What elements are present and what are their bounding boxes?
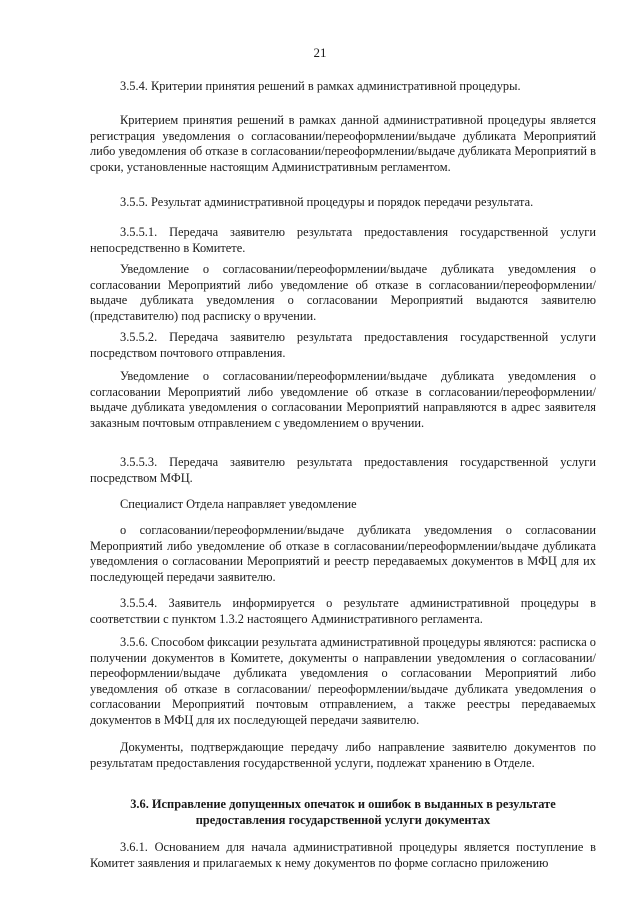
paragraph-3-5-4: 3.5.4. Критерии принятия решений в рамках административной процедуры. bbox=[120, 79, 521, 93]
paragraph-3-5-5-2: 3.5.5.2. Передача заявителю результата предоставления государственной услуги посредством почтового отправления. bbox=[90, 330, 596, 360]
paragraph-3-5-5-4: 3.5.5.4. Заявитель информируется о результате административной процедуры в соответствии с пунктом 1.3.2 настоящего Административного регламента. bbox=[90, 596, 596, 626]
paragraph-3-5-5-1: 3.5.5.1. Передача заявителю результата предоставления государственной услуги непосредственно в Комитете. bbox=[90, 225, 596, 255]
section-heading-3-6: 3.6. Исправление допущенных опечаток и ошибок в выданных в результате предоставления государственной услуги документах bbox=[130, 797, 556, 827]
paragraph-notification-mailed: Уведомление о согласовании/переоформлении/выдаче дубликата уведомления о согласовании Мероприятий либо уведомление об отказе в согласовании/переоформлении/выдаче дубликата уведомления о согласовании Мероприятий направляются в адрес заявителя заказным почтовым отправлением с уведомлением о вручении. bbox=[90, 369, 596, 430]
paragraph-specialist: Специалист Отдела направляет уведомление bbox=[120, 497, 357, 511]
paragraph-3-5-5: 3.5.5. Результат административной процедуры и порядок передачи результата. bbox=[120, 195, 534, 209]
paragraph-notification-issued: Уведомление о согласовании/переоформлении/выдаче дубликата уведомления о согласовании Мероприятий либо уведомление об отказе в согласовании/переоформлении/выдаче дубликата уведомления о согласовании Мероприятий выдаются заявителю (представителю) под расписку о вручении. bbox=[90, 262, 596, 323]
paragraph-documents-storage: Документы, подтверждающие передачу либо направление заявителю документов по результатам предоставления государственной услуги, подлежат хранению в Отделе. bbox=[90, 740, 596, 770]
paragraph-mfc-transfer: о согласовании/переоформлении/выдаче дубликата уведомления о согласовании Мероприятий либо уведомление об отказе в согласовании/переоформлении/выдаче дубликата уведомления о согласовании Мероприятий и реестр передаваемых документов в МФЦ для их последующей передачи заявителю. bbox=[90, 523, 596, 584]
paragraph-3-5-6: 3.5.6. Способом фиксации результата административной процедуры являются: расписка о получении документов в Комитете, документы о направлении уведомления о согласовании/переоформлении/выдаче дубликата уведомления о согласовании Мероприятий либо уведомления об отказе в согласовании/ переоформлении/выдаче дубликата уведомления о согласовании Мероприятий почтовым отправлением, а также реестры передаваемых документов в МФЦ для их последующей передачи заявителю. bbox=[90, 635, 596, 727]
paragraph-3-6-1: 3.6.1. Основанием для начала административной процедуры является поступление в Комитет заявления и прилагаемых к нему документов по форме согласно приложению bbox=[90, 840, 596, 870]
paragraph-criteria: Критерием принятия решений в рамках данной административной процедуры является регистрация уведомления о согласовании/переоформлении/выдаче дубликата Мероприятий либо уведомления об отказе в согласовании/переоформлении/выдаче дубликата Мероприятий в сроки, установленные настоящим Административным регламентом. bbox=[90, 113, 596, 174]
paragraph-3-5-5-3: 3.5.5.3. Передача заявителю результата предоставления государственной услуги посредством МФЦ. bbox=[90, 455, 596, 485]
page-number: 21 bbox=[313, 45, 327, 60]
